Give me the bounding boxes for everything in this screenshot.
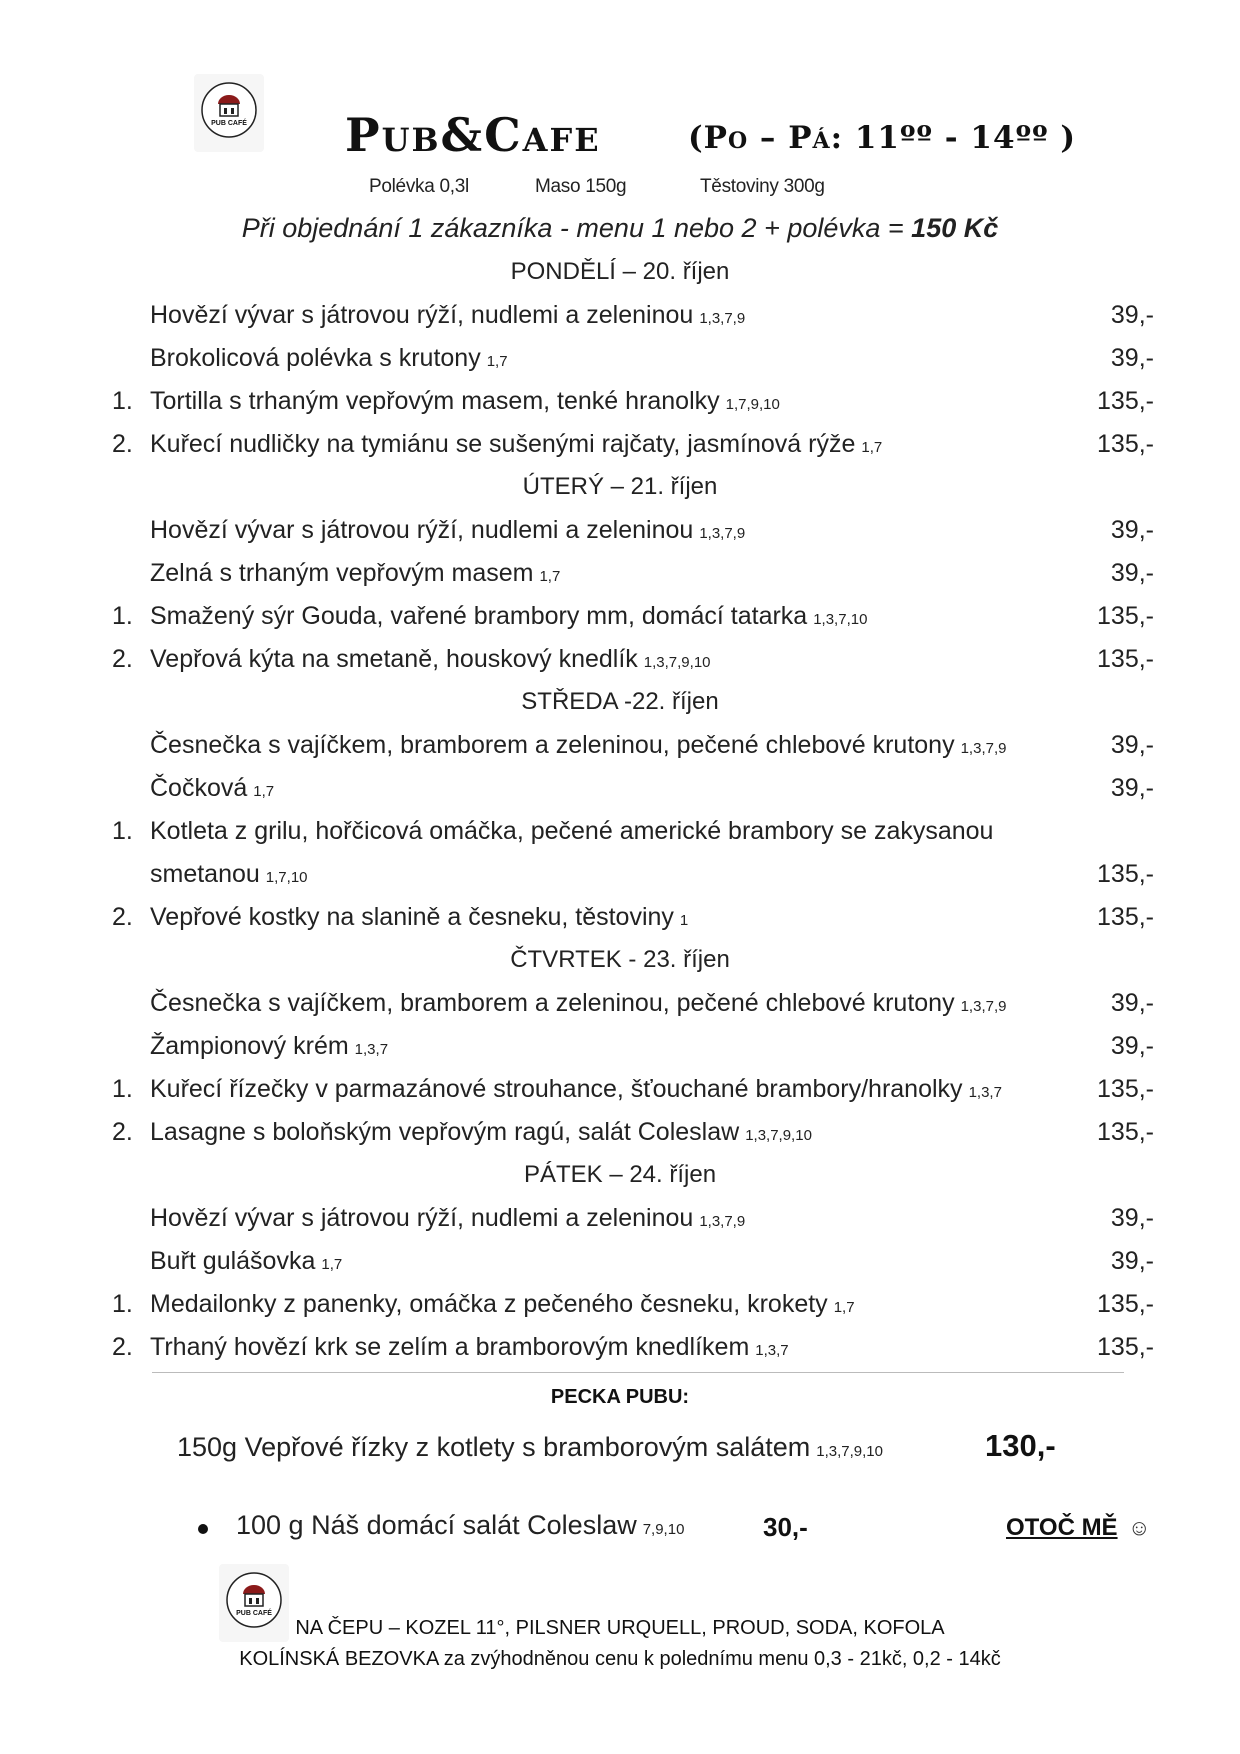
item-price: 39,- [1110, 559, 1154, 587]
portion-pasta: Těstoviny 300g [700, 176, 825, 197]
item-number: 1. [112, 817, 133, 845]
item-allergens: 1,3,7,10 [813, 611, 868, 628]
item-number: 2. [112, 430, 133, 458]
menu-item [0, 430, 1240, 470]
item-name: Kuřecí řízečky v parmazánové strouhance, šťouchané brambory/hranolky [150, 1075, 963, 1103]
offer-text: Při objednání 1 zákazníka - menu 1 nebo 2 + polévka = [241, 213, 912, 243]
extra-dish [236, 1510, 684, 1541]
item-name: Hovězí vývar s játrovou rýží, nudlemi a zeleninou [150, 1204, 694, 1232]
divider [152, 1372, 1124, 1373]
item-name: Žampionový krém [150, 1032, 349, 1060]
portion-soup: Polévka 0,3l [369, 176, 469, 197]
item-price: 39,- [1110, 1032, 1154, 1060]
item-number: 1. [112, 602, 133, 630]
item-allergens: 1,3,7,9,10 [643, 654, 711, 671]
item-number: 1. [112, 387, 133, 415]
item-price: 135,- [1097, 1075, 1154, 1103]
day-title: PONDĚLÍ – 20. říjen [510, 258, 730, 285]
menu-item [0, 1118, 1240, 1158]
extra-price: 30,- [763, 1512, 808, 1542]
item-name: smetanou [150, 860, 260, 888]
item-price: 135,- [1097, 387, 1154, 415]
item-description [150, 1204, 745, 1233]
day-title: STŘEDA -22. říjen [521, 688, 719, 715]
logo-text: PUB CAFÉ [211, 120, 247, 127]
item-allergens: 1,7,10 [265, 869, 308, 886]
item-price: 135,- [1097, 430, 1154, 458]
menu-item [0, 645, 1240, 685]
item-description [150, 430, 882, 459]
item-description [150, 387, 780, 416]
item-description [150, 344, 508, 373]
menu-item [0, 817, 1240, 857]
offer-price: 150 Kč [911, 213, 999, 243]
item-name: Česnečka s vajíčkem, bramborem a zeleninou, pečené chlebové krutony [150, 989, 955, 1017]
item-name: Brokolicová polévka s krutony [150, 344, 481, 372]
item-allergens: 1,3,7,9 [699, 525, 746, 542]
page-title: Pub&Cafe [345, 108, 601, 162]
item-allergens: 1,3,7,9 [699, 1213, 746, 1230]
item-price: 39,- [1110, 989, 1154, 1017]
item-allergens: 1,7,9,10 [725, 396, 780, 413]
menu-item [0, 516, 1240, 556]
item-allergens: 1,7 [833, 1299, 855, 1316]
item-description [150, 559, 560, 588]
item-name: Kuřecí nudličky na tymiánu se sušenými rajčaty, jasmínová rýže [150, 430, 856, 458]
pub-cafe-logo [194, 74, 264, 152]
item-number: 2. [112, 645, 133, 673]
item-name: Kotleta z grilu, hořčicová omáčka, pečené americké brambory se zakysanou [150, 817, 994, 845]
item-description [150, 731, 1006, 760]
item-description [150, 903, 688, 932]
item-description [150, 645, 711, 674]
item-description [150, 1075, 1002, 1104]
menu-item [0, 1032, 1240, 1072]
menu-item [0, 559, 1240, 599]
day-title: PÁTEK – 24. říjen [523, 1161, 717, 1188]
menu-item [0, 1333, 1240, 1373]
item-price: 39,- [1110, 301, 1154, 329]
item-name: Čočková [150, 774, 248, 802]
item-allergens: 1,7 [486, 353, 508, 370]
item-name: Hovězí vývar s játrovou rýží, nudlemi a zeleninou [150, 516, 694, 544]
pecka-allergens: 1,3,7,9,10 [816, 1443, 883, 1460]
pecka-title: PECKA PUBU: [550, 1386, 690, 1408]
menu-item [0, 731, 1240, 771]
item-allergens: 1,3,7 [968, 1084, 1002, 1101]
item-allergens: 1,7 [861, 439, 883, 456]
item-price: 135,- [1097, 903, 1154, 931]
item-allergens: 1,7 [321, 1256, 343, 1273]
item-price: 39,- [1110, 1247, 1154, 1275]
pecka-dish-name: 150g Vepřové řízky z kotlety s bramborovým salátem [177, 1432, 811, 1462]
item-name: Medailonky z panenky, omáčka z pečeného česneku, krokety [150, 1290, 828, 1318]
item-name: Buřt gulášovka [150, 1247, 316, 1275]
opening-hours: (Po – Pá: 11ºº - 14ºº ) [688, 120, 1077, 156]
day-title: ČTVRTEK - 23. říjen [510, 946, 730, 973]
item-price: 39,- [1110, 731, 1154, 759]
item-price: 135,- [1097, 1290, 1154, 1318]
item-allergens: 1,3,7 [354, 1041, 389, 1058]
item-description [150, 989, 1006, 1018]
menu-item [0, 774, 1240, 814]
menu-offer [0, 213, 1240, 244]
extra-dish-name: 100 g Náš domácí salát Coleslaw [236, 1510, 637, 1540]
menu-item [0, 344, 1240, 384]
item-description [150, 602, 867, 631]
item-number: 2. [112, 903, 133, 931]
item-price: 39,- [1110, 1204, 1154, 1232]
item-name: Vepřová kýta na smetaně, houskový knedlík [150, 645, 638, 673]
pecka-price: 130,- [985, 1428, 1056, 1463]
item-allergens: 1,3,7 [755, 1342, 789, 1359]
menu-item [0, 903, 1240, 943]
menu-item [0, 1247, 1240, 1287]
item-price: 135,- [1097, 1333, 1154, 1361]
turn-over-note: OTOČ MĚ [1006, 1514, 1118, 1541]
menu-item [0, 1075, 1240, 1115]
item-price: 135,- [1097, 602, 1154, 630]
item-description [150, 1032, 388, 1061]
item-number: 1. [112, 1290, 133, 1318]
item-number: 1. [112, 1075, 133, 1103]
item-price: 135,- [1097, 860, 1154, 888]
smiley-icon: ☺ [1128, 1515, 1151, 1540]
item-description [150, 301, 745, 330]
item-number: 2. [112, 1118, 133, 1146]
menu-item [0, 301, 1240, 341]
item-price: 39,- [1110, 516, 1154, 544]
day-title: ÚTERÝ – 21. říjen [522, 473, 718, 500]
item-name: Tortilla s trhaným vepřovým masem, tenké hranolky [150, 387, 720, 415]
item-allergens: 1,7 [253, 783, 275, 800]
item-description [150, 516, 745, 545]
item-name: Hovězí vývar s játrovou rýží, nudlemi a zeleninou [150, 301, 694, 329]
menu-item [0, 387, 1240, 427]
item-name: Česnečka s vajíčkem, bramborem a zeleninou, pečené chlebové krutony [150, 731, 955, 759]
item-description [150, 817, 999, 846]
menu-item [0, 860, 1240, 900]
item-name: Trhaný hovězí krk se zelím a bramborovým knedlíkem [150, 1333, 750, 1361]
bezovka-line: KOLÍNSKÁ BEZOVKA za zvýhodněnou cenu k polednímu menu 0,3 - 21kč, 0,2 - 14kč [239, 1648, 1001, 1670]
extra-allergens: 7,9,10 [642, 1521, 685, 1538]
pecka-dish [177, 1432, 883, 1463]
item-price: 135,- [1097, 1118, 1154, 1146]
menu-item [0, 1204, 1240, 1244]
menu-item [0, 1290, 1240, 1330]
item-allergens: 1 [679, 912, 689, 929]
item-number: 2. [112, 1333, 133, 1361]
portion-meat: Maso 150g [535, 176, 627, 197]
item-description [150, 1247, 342, 1276]
item-description [150, 774, 274, 803]
menu-item [0, 989, 1240, 1029]
logo-text-bottom: PUB CAFÉ [236, 1610, 272, 1617]
item-allergens: 1,3,7,9 [960, 998, 1007, 1015]
item-name: Zelná s trhaným vepřovým masem [150, 559, 534, 587]
item-description [150, 1118, 812, 1147]
menu-item [0, 602, 1240, 642]
item-description [150, 860, 308, 889]
item-name: Smažený sýr Gouda, vařené brambory mm, domácí tatarka [150, 602, 808, 630]
item-allergens: 1,3,7,9,10 [745, 1127, 812, 1144]
item-description [150, 1333, 789, 1362]
item-price: 135,- [1097, 645, 1154, 673]
item-allergens: 1,3,7,9 [960, 740, 1007, 757]
item-allergens: 1,7 [539, 568, 561, 585]
item-description [150, 1290, 855, 1319]
item-allergens: 1,3,7,9 [699, 310, 746, 327]
on-tap-line: NA ČEPU – KOZEL 11°, PILSNER URQUELL, PROUD, SODA, KOFOLA [295, 1617, 945, 1639]
item-name: Lasagne s boloňským vepřovým ragú, salát Coleslaw [150, 1118, 740, 1146]
item-price: 39,- [1110, 344, 1154, 372]
item-name: Vepřové kostky na slanině a česneku, těstoviny [150, 903, 674, 931]
item-price: 39,- [1110, 774, 1154, 802]
bullet-icon [198, 1524, 208, 1534]
